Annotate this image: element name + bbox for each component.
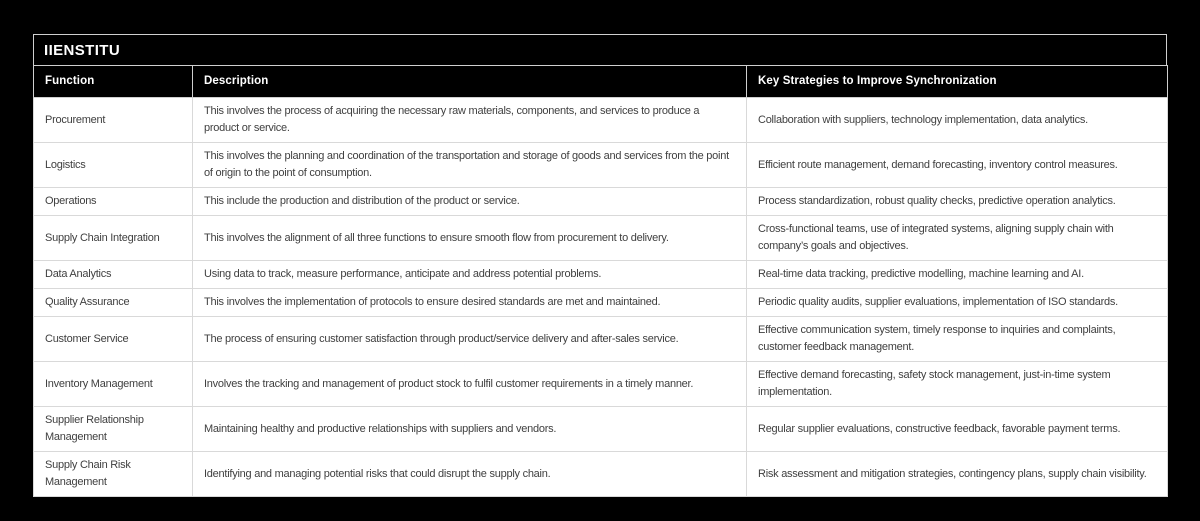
- cell-strategies: Risk assessment and mitigation strategies, contingency plans, supply chain visibility.: [747, 452, 1168, 497]
- cell-function: Customer Service: [34, 317, 193, 362]
- cell-strategies: Periodic quality audits, supplier evaluations, implementation of ISO standards.: [747, 289, 1168, 317]
- cell-strategies: Collaboration with suppliers, technology implementation, data analytics.: [747, 98, 1168, 143]
- cell-strategies: Real-time data tracking, predictive modelling, machine learning and AI.: [747, 261, 1168, 289]
- cell-description: Using data to track, measure performance, anticipate and address potential problems.: [193, 261, 747, 289]
- cell-strategies: Effective communication system, timely response to inquiries and complaints, customer feedback management.: [747, 317, 1168, 362]
- table-row: [34, 407, 1168, 452]
- cell-description: Involves the tracking and management of product stock to fulfil customer requirements in a timely manner.: [193, 362, 747, 407]
- cell-function: Supply Chain Risk Management: [34, 452, 193, 497]
- table-header-row: [34, 66, 1168, 98]
- cell-description: This involves the planning and coordination of the transportation and storage of goods and services from the point of origin to the point of consumption.: [193, 143, 747, 188]
- cell-description: This include the production and distribution of the product or service.: [193, 188, 747, 216]
- cell-description: Identifying and managing potential risks that could disrupt the supply chain.: [193, 452, 747, 497]
- cell-strategies: Effective demand forecasting, safety stock management, just-in-time system implementation.: [747, 362, 1168, 407]
- column-header-description: Description: [193, 66, 747, 98]
- column-header-strategies: Key Strategies to Improve Synchronization: [747, 66, 1168, 98]
- table-header: [34, 66, 1168, 98]
- table-body: [34, 98, 1168, 497]
- table-row: [34, 216, 1168, 261]
- table-row: [34, 143, 1168, 188]
- cell-strategies: Cross-functional teams, use of integrated systems, aligning supply chain with company’s goals and objectives.: [747, 216, 1168, 261]
- cell-strategies: Process standardization, robust quality checks, predictive operation analytics.: [747, 188, 1168, 216]
- table-row: [34, 98, 1168, 143]
- table-row: [34, 289, 1168, 317]
- table-row: [34, 261, 1168, 289]
- cell-description: This involves the implementation of protocols to ensure desired standards are met and maintained.: [193, 289, 747, 317]
- cell-description: Maintaining healthy and productive relationships with suppliers and vendors.: [193, 407, 747, 452]
- brand-title: IIENSTITU: [33, 34, 1167, 65]
- cell-function: Data Analytics: [34, 261, 193, 289]
- column-header-function: Function: [34, 66, 193, 98]
- cell-strategies: Efficient route management, demand forecasting, inventory control measures.: [747, 143, 1168, 188]
- table-row: [34, 188, 1168, 216]
- table-row: [34, 317, 1168, 362]
- cell-function: Supply Chain Integration: [34, 216, 193, 261]
- cell-function: Quality Assurance: [34, 289, 193, 317]
- table-row: [34, 362, 1168, 407]
- cell-function: Supplier Relationship Management: [34, 407, 193, 452]
- cell-strategies: Regular supplier evaluations, constructive feedback, favorable payment terms.: [747, 407, 1168, 452]
- cell-description: This involves the process of acquiring the necessary raw materials, components, and services to produce a product or service.: [193, 98, 747, 143]
- cell-function: Operations: [34, 188, 193, 216]
- cell-description: The process of ensuring customer satisfaction through product/service delivery and after-sales service.: [193, 317, 747, 362]
- cell-description: This involves the alignment of all three functions to ensure smooth flow from procurement to delivery.: [193, 216, 747, 261]
- supply-chain-table: [33, 65, 1168, 497]
- table-row: [34, 452, 1168, 497]
- cell-function: Logistics: [34, 143, 193, 188]
- cell-function: Procurement: [34, 98, 193, 143]
- cell-function: Inventory Management: [34, 362, 193, 407]
- table-card: [33, 34, 1167, 497]
